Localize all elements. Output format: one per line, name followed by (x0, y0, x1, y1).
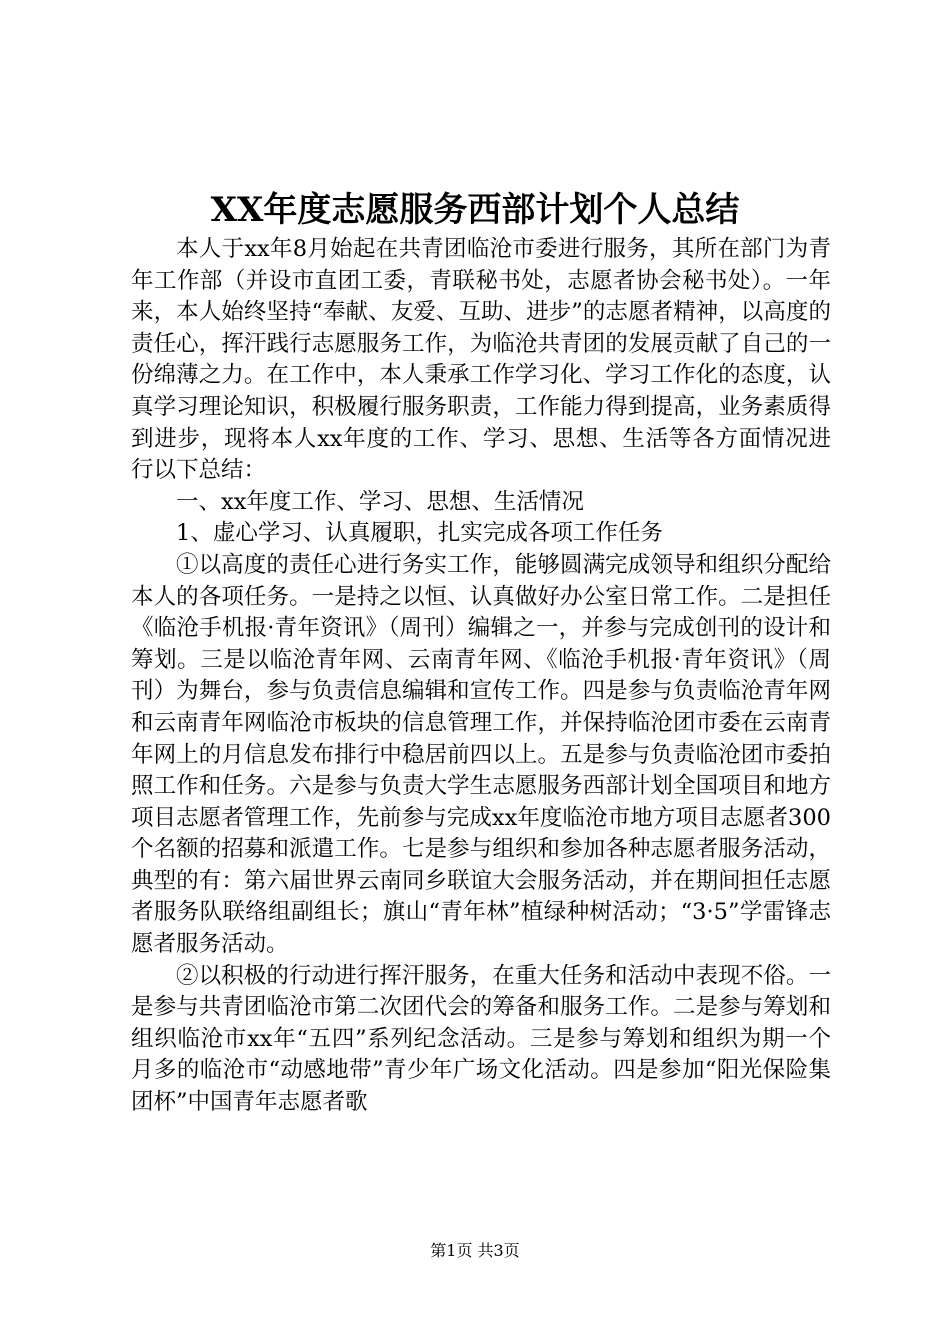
page-footer: 第1页 共3页 (430, 1241, 520, 1260)
paragraph-item-2: ②以积极的行动进行挥汗服务，在重大任务和活动中表现不俗。一是参与共青团临沧市第二次团代会的筹备和服务工作。二是参与筹划和组织临沧市xx年“五四”系列纪念活动。三是参与筹划和组织为期一个月多的临沧市“动感地带”青少年广场文化活动。四是参加“阳光保险集团杯”中国青年志愿者歌 (131, 962, 831, 1116)
paragraph-item-1: ①以高度的责任心进行务实工作，能够圆满完成领导和组织分配给本人的各项任务。一是持之以恒、认真做好办公室日常工作。二是担任《临沧手机报·青年资讯》（周刊）编辑之一，并参与完成创刊的设计和筹划。三是以临沧青年网、云南青年网、《临沧手机报·青年资讯》（周刊）为舞台，参与负责信息编辑和宣传工作。四是参与负责临沧青年网和云南青年网临沧市板块的信息管理工作，并保持临沧团市委在云南青年网上的月信息发布排行中稳居前四以上。五是参与负责临沧团市委拍照工作和任务。六是参与负责大学生志愿服务西部计划全国项目和地方项目志愿者管理工作，先前参与完成xx年度临沧市地方项目志愿者300个名额的招募和派遣工作。七是参与组织和参加各种志愿者服务活动，典型的有：第六届世界云南同乡联谊大会服务活动，并在期间担任志愿者服务队联络组副组长；旗山“青年林”植绿种树活动；“3·5”学雷锋志愿者服务活动。 (131, 551, 831, 958)
document-title: XX年度志愿服务西部计划个人总结 (210, 190, 740, 230)
document-body (131, 234, 831, 1119)
subsection-heading: 1、虚心学习、认真履职，扎实完成各项工作任务 (176, 520, 663, 547)
section-heading: 一、xx年度工作、学习、思想、生活情况 (176, 488, 584, 515)
paragraph-intro: 本人于xx年8月始起在共青团临沧市委进行服务，其所在部门为青年工作部（并设市直团工委，青联秘书处，志愿者协会秘书处）。一年来，本人始终坚持“奉献、友爱、互助、进步”的志愿者精神，以高度的责任心，挥汗践行志愿服务工作，为临沧共青团的发展贡献了自己的一份绵薄之力。在工作中，本人秉承工作学习化、学习工作化的态度，认真学习理论知识，积极履行服务职责，工作能力得到提高，业务素质得到进步，现将本人xx年度的工作、学习、思想、生活等各方面情况进行以下总结： (131, 236, 831, 484)
